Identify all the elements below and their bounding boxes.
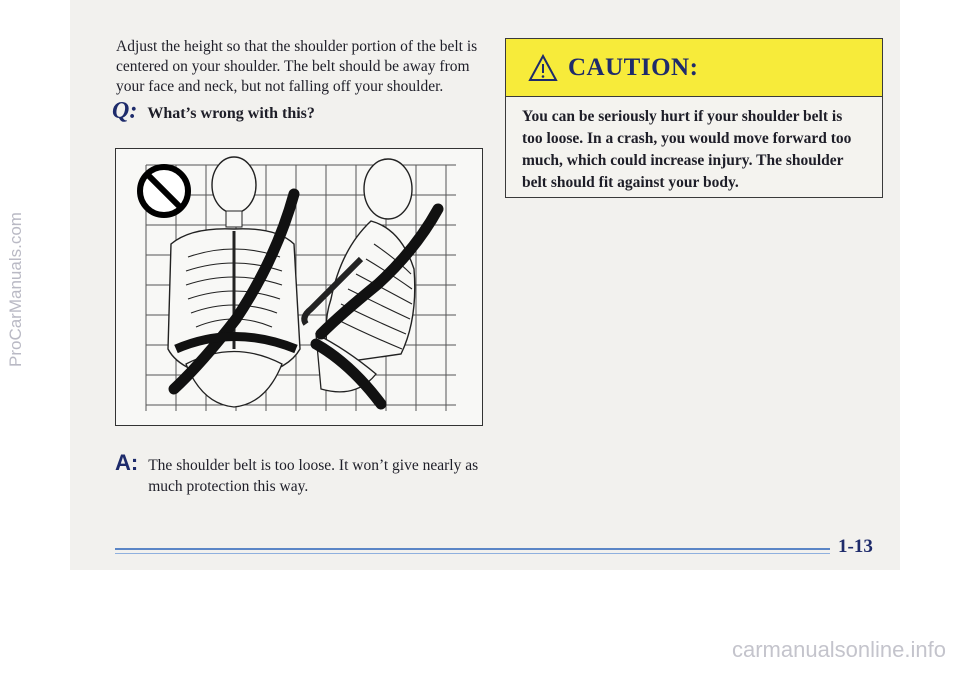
question-block: [112, 98, 315, 125]
warning-triangle-icon: [528, 54, 558, 82]
caution-text: You can be seriously hurt if your shoulder belt is too loose. In a crash, you would move forward too much, which could increase injury. The shoulder belt should fit against your body.: [522, 108, 852, 191]
page-number: 1-13: [838, 536, 873, 557]
prohibited-icon: [140, 167, 188, 215]
illustration-svg: [116, 149, 481, 424]
answer-block: [115, 450, 495, 497]
question-marker: Q:: [112, 98, 138, 124]
question-text: What’s wrong with this?: [147, 105, 315, 122]
caution-title: CAUTION:: [568, 53, 699, 81]
answer-marker: A:: [115, 450, 139, 475]
intro-paragraph: Adjust the height so that the shoulder portion of the belt is centered on your shoulder. The belt should be away from your face and neck, but not falling off your shoulder.: [116, 38, 478, 95]
caution-box: [505, 38, 883, 198]
caution-header: [506, 39, 882, 97]
footer-rule: [115, 548, 830, 558]
watermark-side: ProCarManuals.com: [6, 212, 25, 368]
watermark-bottom: carmanualsonline.info: [731, 637, 946, 662]
side-skeleton: [304, 159, 414, 392]
answer-text: The shoulder belt is too loose. It won’t give nearly as much protection this way.: [148, 457, 479, 495]
seatbelt-illustration: [115, 148, 483, 426]
